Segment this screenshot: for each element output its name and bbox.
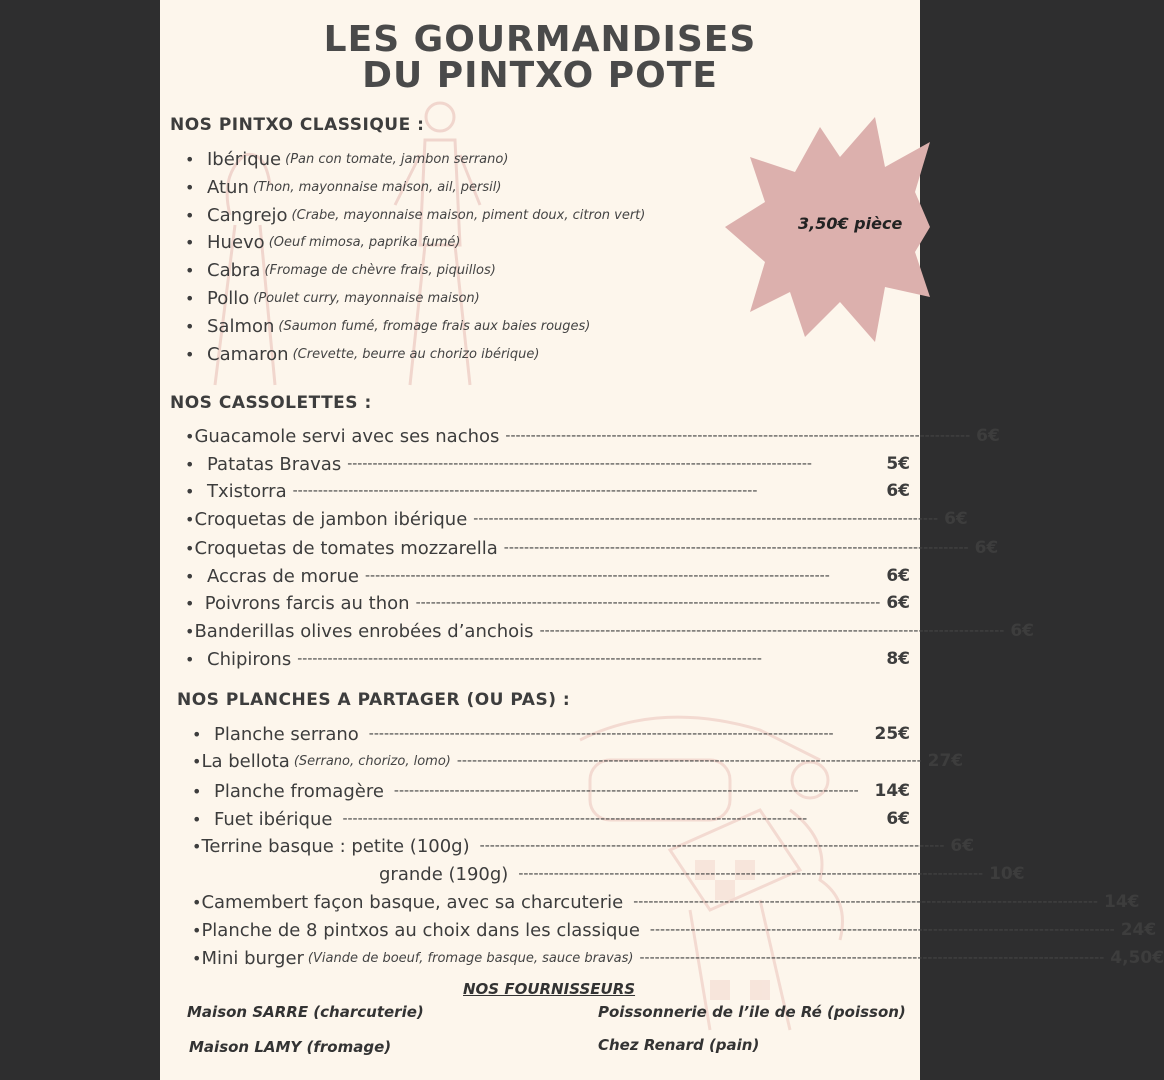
item-name: Terrine basque : petite (100g) — [201, 835, 470, 857]
list-item — [192, 777, 910, 805]
item-name: Camembert façon basque, avec sa charcuterie — [201, 891, 624, 913]
item-desc: (Saumon fumé, fromage frais aux baies rouges) — [278, 318, 591, 334]
list-item — [185, 312, 590, 340]
dotted-leader: -------------------------------------------------------------------------------------------- — [479, 838, 945, 854]
item-price: 6€ — [950, 836, 975, 856]
bullet-dot: • — [185, 232, 195, 252]
suppliers-heading: NOS FOURNISSEURS — [463, 980, 636, 998]
list-item — [185, 422, 1000, 450]
item-name: Cabra — [207, 259, 261, 281]
dotted-leader: -------------------------------------------------------------------------------------------- — [639, 950, 1105, 966]
dotted-leader: -------------------------------------------------------------------------------------------- — [393, 783, 859, 799]
item-price: 5€ — [886, 454, 910, 474]
section-heading-planches: NOS PLANCHES A PARTAGER (OU PAS) : — [177, 690, 571, 710]
item-price: 4,50€ — [1110, 948, 1164, 968]
item-name: Planche de 8 pintxos au choix dans les classique — [201, 919, 640, 941]
item-price: 6€ — [976, 426, 1000, 446]
dotted-leader: -------------------------------------------------------------------------------------------- — [364, 568, 830, 584]
list-item — [192, 832, 975, 860]
item-name: Txistorra — [207, 480, 287, 502]
list-item — [192, 720, 910, 748]
item-name: Croquetas de tomates mozzarella — [194, 537, 498, 559]
item-price: 6€ — [974, 538, 999, 558]
list-item — [185, 201, 645, 229]
list-item — [185, 562, 910, 590]
section-heading-classique: NOS PINTXO CLASSIQUE : — [170, 115, 425, 135]
list-item — [185, 477, 910, 505]
bullet-dot: • — [185, 316, 195, 336]
item-name: Planche fromagère — [214, 780, 384, 802]
item-desc: (Viande de boeuf, fromage basque, sauce bravas) — [307, 950, 634, 966]
bullet-dot: • — [185, 509, 195, 529]
list-item — [185, 450, 910, 478]
item-name: Pollo — [207, 287, 250, 309]
bullet-dot: • — [185, 621, 195, 641]
dotted-leader: -------------------------------------------------------------------------------------------- — [518, 866, 984, 882]
dotted-leader: -------------------------------------------------------------------------------------------- — [505, 428, 971, 444]
item-desc: (Serrano, chorizo, lomo) — [293, 753, 451, 769]
item-name: Salmon — [207, 315, 275, 337]
bullet-dot: • — [192, 724, 202, 744]
item-price: 14€ — [874, 781, 910, 801]
bullet-dot: • — [185, 593, 195, 613]
dotted-leader: -------------------------------------------------------------------------------------------- — [297, 651, 762, 667]
item-price: 25€ — [874, 724, 910, 744]
section-heading-cassolettes: NOS CASSOLETTES : — [170, 393, 372, 413]
list-item — [185, 534, 999, 562]
item-name: Poivrons farcis au thon — [204, 592, 410, 614]
item-price: 6€ — [1010, 621, 1034, 641]
bullet-dot: • — [185, 288, 195, 308]
item-name: Chipirons — [207, 648, 292, 670]
item-price: 24€ — [1120, 920, 1157, 940]
item-name: Fuet ibérique — [214, 808, 333, 830]
list-item — [192, 747, 964, 775]
bullet-dot: • — [192, 892, 202, 912]
item-name: Huevo — [207, 231, 265, 253]
bullet-dot: • — [192, 781, 202, 801]
bullet-dot: • — [185, 566, 195, 586]
dotted-leader: -------------------------------------------------------------------------------------------- — [539, 623, 1005, 639]
supplier-item: Poissonnerie de l’ile de Ré (poisson) — [598, 1003, 906, 1021]
dotted-leader: -------------------------------------------------------------------------------------------- — [503, 540, 969, 556]
list-item — [185, 284, 480, 312]
item-price: 6€ — [944, 509, 968, 529]
item-name: Mini burger — [201, 947, 304, 969]
dotted-leader: -------------------------------------------------------------------------------------------- — [347, 456, 812, 472]
item-price: 27€ — [927, 751, 964, 771]
item-price: 6€ — [886, 809, 910, 829]
item-name: Banderillas olives enrobées d’anchois — [194, 620, 534, 642]
item-name: Planche serrano — [214, 723, 359, 745]
bullet-dot: • — [185, 205, 195, 225]
item-name: grande (190g) — [379, 863, 509, 885]
bullet-dot: • — [185, 426, 195, 446]
bullet-dot: • — [185, 149, 195, 169]
list-item — [185, 145, 508, 173]
item-price: 6€ — [886, 593, 910, 613]
item-name: Guacamole servi avec ses nachos — [194, 425, 500, 447]
dotted-leader: -------------------------------------------------------------------------------------------- — [633, 894, 1098, 910]
bullet-dot: • — [185, 538, 195, 558]
item-name: Patatas Bravas — [207, 453, 342, 475]
bullet-dot: • — [192, 920, 202, 940]
dotted-leader: -------------------------------------------------------------------------------------------- — [292, 483, 758, 499]
list-item — [192, 944, 1164, 972]
item-name: Camaron — [207, 343, 289, 365]
item-desc: (Thon, mayonnaise maison, ail, persil) — [252, 179, 502, 195]
list-item — [185, 645, 910, 673]
item-name: Atun — [207, 176, 249, 198]
dotted-leader: -------------------------------------------------------------------------------------------- — [473, 511, 939, 527]
item-desc: (Oeuf mimosa, paprika fumé) — [268, 234, 461, 250]
bullet-dot: • — [192, 751, 202, 771]
list-item — [185, 505, 968, 533]
bullet-dot: • — [192, 836, 202, 856]
item-price: 14€ — [1103, 892, 1140, 912]
item-price: 8€ — [886, 649, 910, 669]
item-desc: (Crevette, beurre au chorizo ibérique) — [292, 346, 540, 362]
list-item — [185, 173, 501, 201]
bullet-dot: • — [185, 481, 195, 501]
title-line-1: LES GOURMANDISES — [323, 19, 757, 60]
title-line-2: DU PINTXO POTE — [362, 55, 718, 96]
item-price: 6€ — [886, 481, 910, 501]
menu-page — [160, 0, 1164, 1080]
list-item — [185, 617, 1034, 645]
list-item — [185, 256, 496, 284]
item-desc: (Pan con tomate, jambon serrano) — [285, 151, 509, 167]
item-desc: (Poulet curry, mayonnaise maison) — [253, 290, 480, 306]
bullet-dot: • — [185, 649, 195, 669]
dotted-leader: -------------------------------------------------------------------------------------------- — [649, 922, 1115, 938]
item-name: La bellota — [201, 750, 290, 772]
item-price: 6€ — [886, 566, 910, 586]
list-item — [185, 340, 539, 368]
item-desc: (Crabe, mayonnaise maison, piment doux, citron vert) — [291, 207, 646, 223]
item-name: Croquetas de jambon ibérique — [194, 508, 468, 530]
item-price: 10€ — [989, 864, 1025, 884]
bullet-dot: • — [192, 809, 202, 829]
bullet-dot: • — [185, 344, 195, 364]
dotted-leader: -------------------------------------------------------------------------------------------- — [368, 726, 834, 742]
item-name: Cangrejo — [207, 204, 288, 226]
list-item — [192, 916, 1157, 944]
dotted-leader: -------------------------------------------------------------------------------------------- — [415, 595, 881, 611]
list-item — [192, 888, 1140, 916]
item-name: Accras de morue — [207, 565, 359, 587]
bullet-dot: • — [192, 948, 202, 968]
dotted-leader: -------------------------------------------------------------------------------------------- — [456, 753, 922, 769]
list-item — [192, 805, 910, 833]
item-desc: (Fromage de chèvre frais, piquillos) — [264, 262, 496, 278]
list-item — [185, 589, 910, 617]
supplier-item: Maison SARRE (charcuterie) — [187, 1003, 424, 1021]
menu-title — [160, 19, 920, 96]
price-badge-label: 3,50€ pièce — [798, 214, 903, 233]
supplier-item: Maison LAMY (fromage) — [189, 1038, 392, 1056]
supplier-item: Chez Renard (pain) — [598, 1036, 760, 1054]
item-name: Ibérique — [207, 148, 282, 170]
dotted-leader: -------------------------------------------------------------------------------------------- — [342, 811, 808, 827]
bullet-dot: • — [185, 260, 195, 280]
bullet-dot: • — [185, 454, 195, 474]
bullet-dot: • — [185, 177, 195, 197]
list-item — [379, 860, 1025, 888]
list-item — [185, 228, 460, 256]
